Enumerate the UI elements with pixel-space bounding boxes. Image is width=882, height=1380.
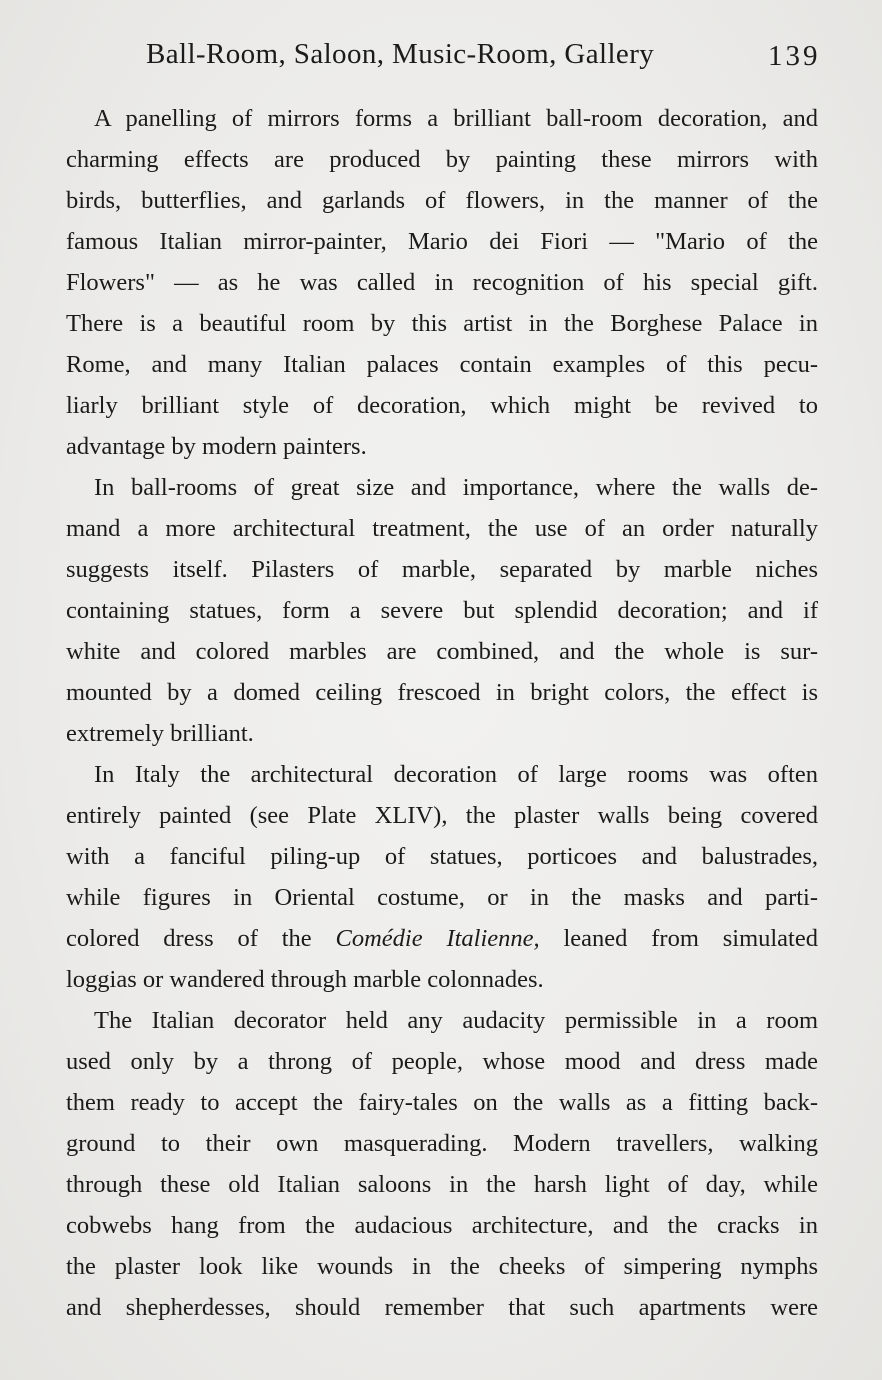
text-line: the plaster look like wounds in the cheeks of simpering nymphs xyxy=(66,1253,818,1280)
italic-title: Comédie Italienne, xyxy=(335,925,540,952)
text-line: white and colored marbles are combined, and the whole is sur- xyxy=(66,638,818,665)
text-line: suggests itself. Pilasters of marble, separated by marble niches xyxy=(66,556,818,583)
text-line: with a fanciful piling-up of statues, porticoes and balustrades, xyxy=(66,843,818,870)
text-line: A panelling of mirrors forms a brilliant ball-room decoration, and xyxy=(94,105,818,132)
text-line: loggias or wandered through marble colonnades. xyxy=(66,966,544,993)
text-line: through these old Italian saloons in the harsh light of day, while xyxy=(66,1171,818,1198)
text-line: mand a more architectural treatment, the use of an order naturally xyxy=(66,515,818,542)
text-line: There is a beautiful room by this artist in the Borghese Palace in xyxy=(66,310,818,337)
text-line: Rome, and many Italian palaces contain examples of this pecu- xyxy=(66,351,818,378)
paragraph-3 xyxy=(66,754,818,1000)
text-line: famous Italian mirror-painter, Mario dei Fiori — "Mario of the xyxy=(66,228,818,255)
page-number: 139 xyxy=(768,40,821,72)
text-line: ground to their own masquerading. Modern travellers, walking xyxy=(66,1130,818,1157)
page-header xyxy=(0,38,820,78)
paragraph-2 xyxy=(66,467,818,754)
paragraph-1 xyxy=(66,98,818,467)
text-line: birds, butterflies, and garlands of flowers, in the manner of the xyxy=(66,187,818,214)
text-line: cobwebs hang from the audacious architecture, and the cracks in xyxy=(66,1212,818,1239)
running-head: Ball-Room, Saloon, Music-Room, Gallery xyxy=(146,38,655,70)
text-segment: leaned from simulated xyxy=(539,925,818,952)
text-line: them ready to accept the fairy-tales on the walls as a fitting back- xyxy=(66,1089,818,1116)
text-line: The Italian decorator held any audacity permissible in a room xyxy=(94,1007,818,1034)
text-line: In Italy the architectural decoration of large rooms was often xyxy=(94,761,818,788)
text-line: mounted by a domed ceiling frescoed in bright colors, the effect is xyxy=(66,679,818,706)
text-line: containing statues, form a severe but splendid decoration; and if xyxy=(66,597,818,624)
body-text xyxy=(66,98,818,1328)
text-line: used only by a throng of people, whose mood and dress made xyxy=(66,1048,818,1075)
text-segment: colored dress of the xyxy=(66,925,336,952)
text-line: entirely painted (see Plate XLIV), the plaster walls being covered xyxy=(66,802,818,829)
text-line-with-italic xyxy=(66,918,818,959)
text-line: while figures in Oriental costume, or in the masks and parti- xyxy=(66,884,818,911)
paragraph-4 xyxy=(66,1000,818,1328)
text-line: In ball-rooms of great size and importance, where the walls de- xyxy=(94,474,818,501)
text-line: extremely brilliant. xyxy=(66,720,254,747)
text-line: and shepherdesses, should remember that such apartments were xyxy=(66,1294,818,1321)
text-line: advantage by modern painters. xyxy=(66,433,367,460)
text-line: liarly brilliant style of decoration, which might be revived to xyxy=(66,392,818,419)
text-line: Flowers" — as he was called in recognition of his special gift. xyxy=(66,269,818,296)
text-line: charming effects are produced by painting these mirrors with xyxy=(66,146,818,173)
